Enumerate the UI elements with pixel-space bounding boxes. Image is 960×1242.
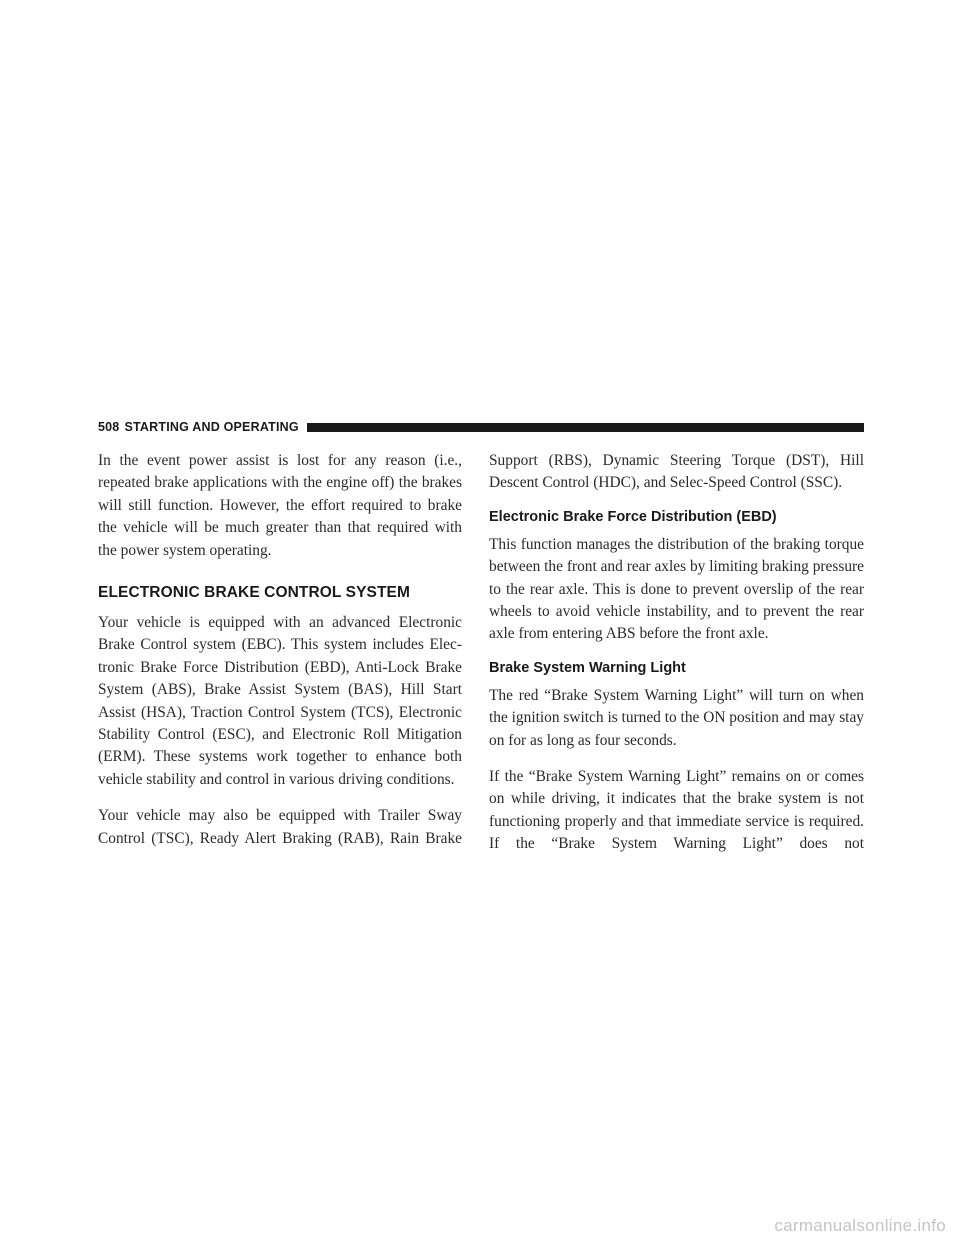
paragraph-warning-light-on: The red “Brake System Warning Light” will turn on when the ignition switch is turned to the ON position and may stay on for as long as four seconds.	[489, 686, 864, 749]
paragraph-ebd-description: This function manages the distribution of the braking torque between the front and rear axles by limiting braking pressure to the rear axle. This is done to prevent overslip of the rear wheels to avoid vehicle instability, and to prevent the rear axle from entering ABS before the front axle.	[489, 535, 864, 643]
paragraph-warning-light-driving: If the “Brake System Warning Light” remains on or comes on while driving, it indicates that the brake system is not functioning properly and that immediate service is required. If the “Brake System Warning Light” does not	[489, 768, 864, 853]
left-column	[98, 450, 462, 864]
paragraph-ebc-description: Your vehicle is equipped with an advanced Electronic Brake Control system (EBC). This system includes Electronic Brake Force Distribution (EBD), Anti-Lock Brake System (ABS), Brake Assist System (BAS), Hill Start Assist (HSA), Traction Control System (TCS), Electronic Stability Control (ESC), and Electronic Roll Mitigation (ERM). These systems work together to enhance both vehicle stability and control in various driving conditions.	[98, 614, 462, 788]
heading-ebd: Electronic Brake Force Distribution (EBD)	[489, 508, 777, 525]
paragraph-power-assist: In the event power assist is lost for any reason (i.e., repeated brake applications with the engine off) the brakes will still function. However, the effort required to brake the vehicle will be much greater than that required with the power system operating.	[98, 452, 462, 559]
right-column	[489, 450, 864, 870]
header-rule	[307, 423, 864, 432]
paragraph-optional-systems-cont: Support (RBS), Dynamic Steering Torque (DST), Hill Descent Control (HDC), and Selec-Speed Control (SSC).	[489, 452, 864, 492]
heading-electronic-brake-control: ELECTRONIC BRAKE CONTROL SYSTEM	[98, 584, 410, 602]
paragraph-optional-systems: Your vehicle may also be equipped with Trailer Sway Control (TSC), Ready Alert Braking (RAB), Rain Brake	[98, 807, 462, 847]
watermark-text: carmanualsonline.info	[774, 1216, 946, 1235]
heading-brake-warning-light: Brake System Warning Light	[489, 659, 686, 676]
section-title: STARTING AND OPERATING	[124, 420, 299, 434]
page-number: 508	[98, 420, 120, 434]
page-header	[98, 418, 864, 436]
